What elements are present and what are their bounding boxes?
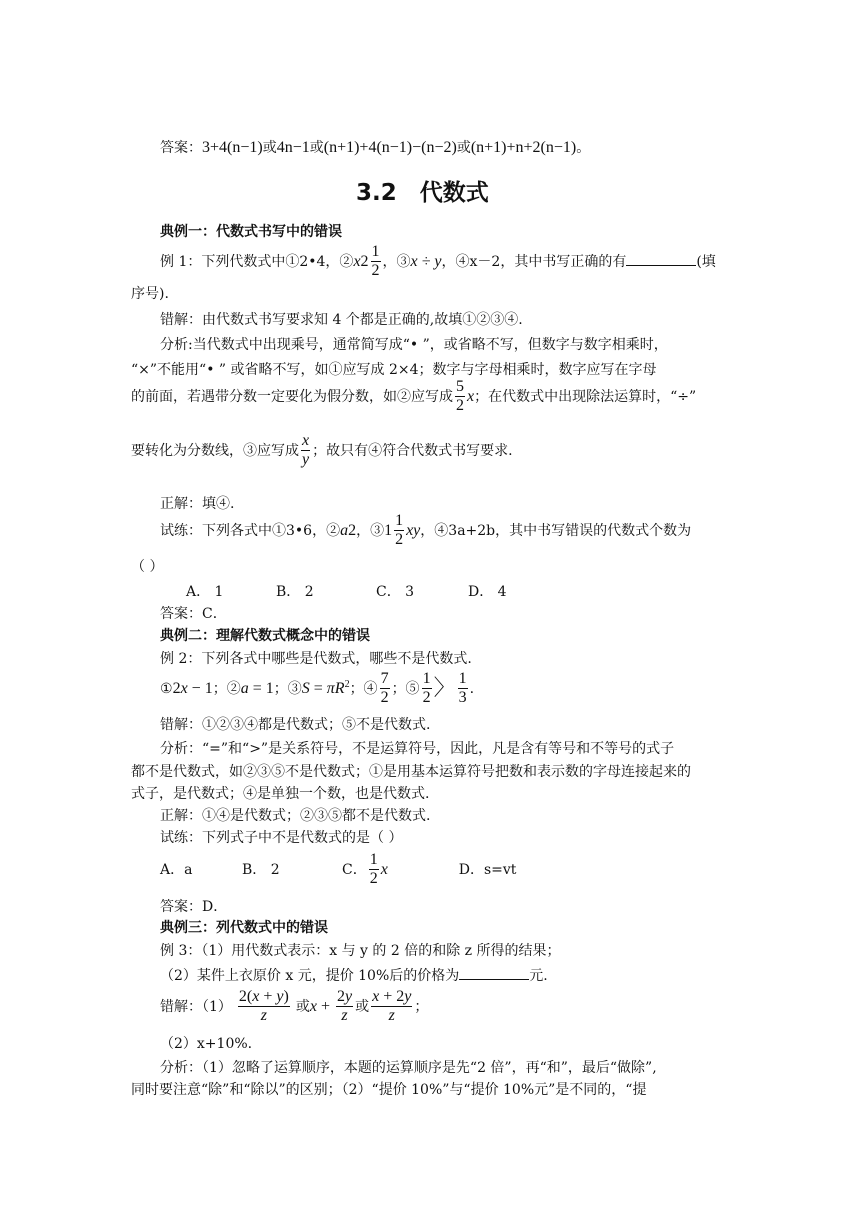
ex2-formulas: ①2x − 1；②a = 1；③S = $\pi R^2$；④ $\frac{7}{2}$ ；⑤ $\frac{1}{2}$ 〉 $\frac{1}{3}$ . [160,670,475,707]
ex1-trial: 试练：下列各式中①3•6，②a2，③1 $\frac{1}{2}$ xy，④3a+2b，其中书写错误的代数式个数为 [160,512,692,549]
ex1-analysis-1: 分析:当代数式中出现乘号，通常简写成“• ”，或省略不写，但数字与数字相乘时， [160,337,668,353]
ex1-question: 例 1：下列代数式中①2•4，②x2 $\frac{1}{2}$ ，③x ÷ y，④x－2，其中书写正确的有 (填 [160,243,716,280]
ex3-question-2: （2）某件上衣原价 x 元，提价 10%后的价格为 元. [160,968,548,984]
ex3-wrong: 错解：（1） $\frac{2(x + y)}{z}$ 或x + $\frac{2y}{z}$ 或 $\frac{x + 2y}{z}$ ； [160,988,429,1025]
fill-blank [459,967,529,980]
answer-expr-1: 3+4(n−1) [202,139,263,156]
ex2-options: A．a B． 2 C． $\frac{1}{2}$ x D．s=vt [160,851,517,888]
ex1-wrong: 错解：由代数式书写要求知 4 个都是正确的,故填①②③④. [160,312,523,328]
ex1-analysis-3: 的前面，若遇带分数一定要化为假分数，如②应写成 $\frac{5}{2}$ x；在代数式中出现除法运算时，“÷” [131,378,697,415]
ex1-analysis-4: 要转化为分数线，③应写成 $\frac{x}{y}$ ；故只有④符合代数式书写要求. [131,432,513,469]
ex2-trial: 试练：下列式子中不是代数式的是（ ） [160,830,403,846]
ex1-answer: 答案：C． [160,606,227,622]
ex3-analysis-1: 分析：（1）忽略了运算顺序，本题的运算顺序是先“2 倍”，再“和”，最后“做除”, [160,1060,657,1076]
answer-expr-4: (n+1)+n+2(n−1) [470,139,577,156]
answer-label: 答案： [160,140,202,156]
answer-expr-3: (n+1)+4(n−1)−(n−2) [323,139,457,156]
ex1-options: A． 1 B． 2 C． 3 D． 4 [186,584,507,600]
answer-line: 答案：3+4(n−1)或4n−1或(n+1)+4(n−1)−(n−2)或(n+1)+n+2(n−1)。 [160,139,591,156]
fill-blank [626,253,696,266]
ex2-analysis-2: 都不是代数式，如②③⑤不是代数式；①是用基本运算符号把数和表示数的字母连接起来的 [131,764,691,780]
ex3-question-1: 例 3：（1）用代数式表示：x 与 y 的 2 倍的和除 z 所得的结果； [160,943,561,959]
ex2-heading: 典例二：理解代数式概念中的错误 [160,628,370,644]
ex2-right: 正解：①④是代数式；②③⑤都不是代数式. [160,808,431,824]
ex2-analysis-1: 分析：“=”和“>”是关系符号，不是运算符号，因此，凡是含有等号和不等号的式子 [160,741,675,757]
ex2-wrong: 错解：①②③④都是代数式；⑤不是代数式. [160,717,431,733]
ex1-question-cont: 序号). [131,286,169,302]
section-title: 3.2 代数式 [356,180,489,206]
ex1-right: 正解：填④. [160,496,235,512]
ex2-question: 例 2：下列各式中哪些是代数式，哪些不是代数式. [160,651,472,667]
ex3-wrong-2: （2）x+10%. [160,1036,253,1052]
ex1-trial-paren: （ ） [131,559,164,575]
ex1-heading: 典例一：代数式书写中的错误 [160,224,342,240]
ex3-heading: 典例三：列代数式中的错误 [160,920,328,936]
ex2-answer: 答案：D． [160,899,228,915]
answer-expr-2: 4n−1 [276,139,310,156]
ex3-analysis-2: 同时要注意“除”和“除以”的区别；（2）“提价 10%”与“提价 10%元”是不同的，“提 [131,1082,647,1098]
ex2-analysis-3: 式子，是代数式；④是单独一个数，也是代数式. [131,786,430,802]
fraction: $\frac{1}{2}$ [371,243,380,280]
ex1-analysis-2: “×”不能用“• ” 或省略不写，如①应写成 2×4；数字与字母相乘时，数字应写在字母 [131,362,657,378]
